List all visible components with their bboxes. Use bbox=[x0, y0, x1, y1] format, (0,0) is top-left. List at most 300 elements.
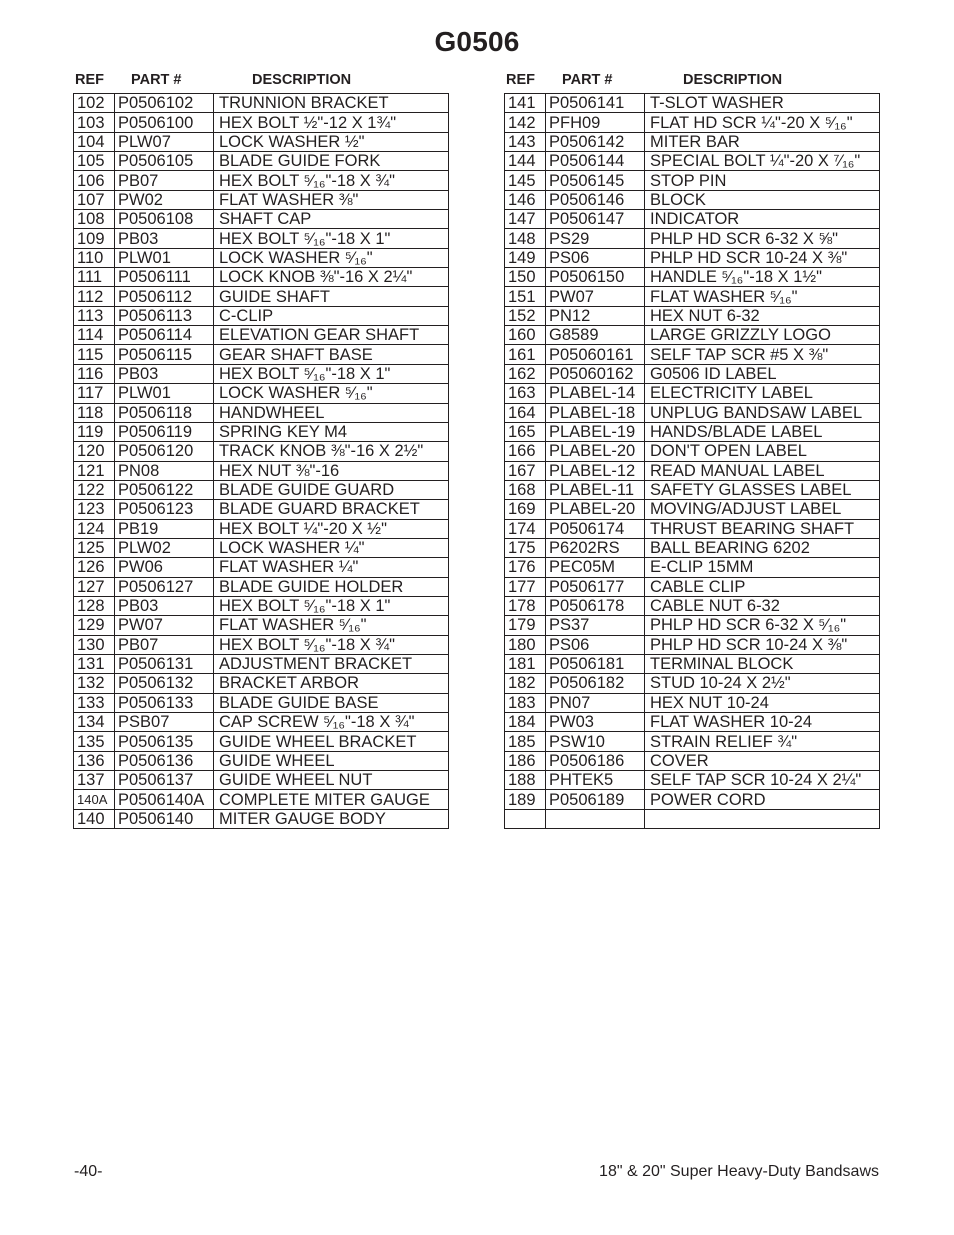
part-number-cell: P0506132 bbox=[115, 674, 214, 693]
description-cell: FLAT WASHER ⅜" bbox=[214, 190, 449, 209]
part-number-cell: P0506122 bbox=[115, 480, 214, 499]
table-row bbox=[74, 538, 449, 557]
part-number-cell: P05060162 bbox=[546, 364, 645, 383]
table-row bbox=[74, 751, 449, 770]
header-ref: REF bbox=[506, 72, 535, 88]
table-row bbox=[74, 674, 449, 693]
ref-cell: 112 bbox=[74, 287, 115, 306]
table-row bbox=[505, 422, 880, 441]
part-number-cell: P0506127 bbox=[115, 577, 214, 596]
part-number-cell: PB19 bbox=[115, 519, 214, 538]
table-row bbox=[505, 480, 880, 499]
part-number-cell: PLABEL-14 bbox=[546, 384, 645, 403]
ref-cell bbox=[505, 809, 546, 828]
description-cell: HANDS/BLADE LABEL bbox=[645, 422, 880, 441]
table-row bbox=[505, 190, 880, 209]
description-cell: LOCK KNOB ⅜"-16 X 2¼" bbox=[214, 268, 449, 287]
ref-cell: 122 bbox=[74, 480, 115, 499]
description-cell: MITER BAR bbox=[645, 132, 880, 151]
table-row bbox=[74, 287, 449, 306]
table-row bbox=[505, 384, 880, 403]
ref-cell: 151 bbox=[505, 287, 546, 306]
ref-cell: 164 bbox=[505, 403, 546, 422]
description-cell: BLADE GUIDE BASE bbox=[214, 693, 449, 712]
table-row bbox=[505, 113, 880, 132]
part-number-cell: PB03 bbox=[115, 229, 214, 248]
table-row bbox=[505, 364, 880, 383]
part-number-cell: PW07 bbox=[546, 287, 645, 306]
description-cell: FLAT WASHER ⁵⁄₁₆" bbox=[645, 287, 880, 306]
ref-cell: 168 bbox=[505, 480, 546, 499]
description-cell: DON'T OPEN LABEL bbox=[645, 442, 880, 461]
parts-list-right bbox=[504, 70, 880, 829]
part-number-cell: P0506108 bbox=[115, 210, 214, 229]
ref-cell: 103 bbox=[74, 113, 115, 132]
description-cell: ADJUSTMENT BRACKET bbox=[214, 654, 449, 673]
description-cell: FLAT HD SCR ¼"-20 X ⁵⁄₁₆" bbox=[645, 113, 880, 132]
description-cell: C-CLIP bbox=[214, 306, 449, 325]
table-row bbox=[74, 422, 449, 441]
part-number-cell: PN08 bbox=[115, 461, 214, 480]
description-cell: MITER GAUGE BODY bbox=[214, 809, 449, 828]
part-number-cell: PW06 bbox=[115, 558, 214, 577]
ref-cell: 132 bbox=[74, 674, 115, 693]
table-row bbox=[74, 248, 449, 267]
description-cell: T-SLOT WASHER bbox=[645, 94, 880, 113]
part-number-cell: P0506100 bbox=[115, 113, 214, 132]
table-row bbox=[74, 190, 449, 209]
description-cell: HEX BOLT ⁵⁄₁₆"-18 X 1" bbox=[214, 229, 449, 248]
part-number-cell: P0506112 bbox=[115, 287, 214, 306]
description-cell: BRACKET ARBOR bbox=[214, 674, 449, 693]
ref-cell: 116 bbox=[74, 364, 115, 383]
ref-cell: 165 bbox=[505, 422, 546, 441]
part-number-cell: PLABEL-12 bbox=[546, 461, 645, 480]
part-number-cell: P0506135 bbox=[115, 732, 214, 751]
table-row bbox=[505, 132, 880, 151]
table-row bbox=[505, 596, 880, 615]
table-row bbox=[74, 442, 449, 461]
table-row bbox=[74, 210, 449, 229]
table-row bbox=[505, 94, 880, 113]
table-row bbox=[505, 248, 880, 267]
description-cell: LARGE GRIZZLY LOGO bbox=[645, 326, 880, 345]
table-row bbox=[74, 94, 449, 113]
part-number-cell: P0506105 bbox=[115, 152, 214, 171]
ref-cell: 178 bbox=[505, 596, 546, 615]
part-number-cell: PS37 bbox=[546, 616, 645, 635]
table-row bbox=[505, 616, 880, 635]
description-cell: STRAIN RELIEF ¾" bbox=[645, 732, 880, 751]
description-cell: HEX BOLT ½"-12 X 1¾" bbox=[214, 113, 449, 132]
ref-cell: 144 bbox=[505, 152, 546, 171]
description-cell: FLAT WASHER ⁵⁄₁₆" bbox=[214, 616, 449, 635]
description-cell: SPRING KEY M4 bbox=[214, 422, 449, 441]
ref-cell: 105 bbox=[74, 152, 115, 171]
ref-cell: 113 bbox=[74, 306, 115, 325]
ref-cell: 130 bbox=[74, 635, 115, 654]
table-row bbox=[505, 268, 880, 287]
table-row bbox=[74, 616, 449, 635]
part-number-cell: P0506174 bbox=[546, 519, 645, 538]
ref-cell: 119 bbox=[74, 422, 115, 441]
table-row bbox=[505, 732, 880, 751]
part-number-cell: P0506102 bbox=[115, 94, 214, 113]
table-row bbox=[505, 461, 880, 480]
ref-cell: 121 bbox=[74, 461, 115, 480]
part-number-cell: P0506140 bbox=[115, 809, 214, 828]
description-cell: GUIDE WHEEL bbox=[214, 751, 449, 770]
description-cell: FLAT WASHER 10-24 bbox=[645, 713, 880, 732]
ref-cell: 186 bbox=[505, 751, 546, 770]
header-part: PART # bbox=[131, 72, 182, 88]
part-number-cell: P6202RS bbox=[546, 538, 645, 557]
ref-cell: 137 bbox=[74, 771, 115, 790]
header-part: PART # bbox=[562, 72, 613, 88]
ref-cell: 147 bbox=[505, 210, 546, 229]
description-cell: LOCK WASHER ⁵⁄₁₆" bbox=[214, 384, 449, 403]
description-cell: LOCK WASHER ¼" bbox=[214, 538, 449, 557]
table-row bbox=[74, 345, 449, 364]
part-number-cell: P0506114 bbox=[115, 326, 214, 345]
description-cell: SPECIAL BOLT ¼"-20 X ⁷⁄₁₆" bbox=[645, 152, 880, 171]
description-cell: BALL BEARING 6202 bbox=[645, 538, 880, 557]
table-row bbox=[505, 577, 880, 596]
description-cell: CABLE CLIP bbox=[645, 577, 880, 596]
ref-cell: 174 bbox=[505, 519, 546, 538]
table-row bbox=[74, 384, 449, 403]
table-row bbox=[505, 287, 880, 306]
description-cell: PHLP HD SCR 6-32 X ⁵⁄₁₆" bbox=[645, 616, 880, 635]
ref-cell: 166 bbox=[505, 442, 546, 461]
ref-cell: 148 bbox=[505, 229, 546, 248]
part-number-cell: G8589 bbox=[546, 326, 645, 345]
description-cell: HANDLE ⁵⁄₁₆"-18 X 1½" bbox=[645, 268, 880, 287]
ref-cell: 110 bbox=[74, 248, 115, 267]
table-row bbox=[505, 442, 880, 461]
description-cell: MOVING/ADJUST LABEL bbox=[645, 500, 880, 519]
table-row bbox=[505, 229, 880, 248]
table-row bbox=[74, 790, 449, 809]
table-row bbox=[74, 152, 449, 171]
ref-cell: 115 bbox=[74, 345, 115, 364]
description-cell: TRUNNION BRACKET bbox=[214, 94, 449, 113]
part-number-cell: P0506181 bbox=[546, 654, 645, 673]
table-row bbox=[74, 132, 449, 151]
part-number-cell: P0506133 bbox=[115, 693, 214, 712]
description-cell: CAP SCREW ⁵⁄₁₆"-18 X ¾" bbox=[214, 713, 449, 732]
part-number-cell: PEC05M bbox=[546, 558, 645, 577]
ref-cell: 150 bbox=[505, 268, 546, 287]
ref-cell: 180 bbox=[505, 635, 546, 654]
description-cell: LOCK WASHER ½" bbox=[214, 132, 449, 151]
table-row bbox=[505, 306, 880, 325]
description-cell: PHLP HD SCR 10-24 X ⅜" bbox=[645, 248, 880, 267]
table-row bbox=[74, 596, 449, 615]
table-row bbox=[505, 519, 880, 538]
part-number-cell: PS06 bbox=[546, 248, 645, 267]
table-row bbox=[74, 364, 449, 383]
header-ref: REF bbox=[75, 72, 104, 88]
part-number-cell: P0506144 bbox=[546, 152, 645, 171]
table-row bbox=[74, 403, 449, 422]
part-number-cell: PN07 bbox=[546, 693, 645, 712]
table-row bbox=[505, 171, 880, 190]
description-cell: HEX NUT ⅜"-16 bbox=[214, 461, 449, 480]
part-number-cell: PW02 bbox=[115, 190, 214, 209]
part-number-cell: P0506150 bbox=[546, 268, 645, 287]
ref-cell: 179 bbox=[505, 616, 546, 635]
table-row bbox=[505, 326, 880, 345]
description-cell: E-CLIP 15MM bbox=[645, 558, 880, 577]
description-cell: HEX BOLT ⁵⁄₁₆"-18 X 1" bbox=[214, 364, 449, 383]
table-row bbox=[505, 809, 880, 828]
part-number-cell: P0506145 bbox=[546, 171, 645, 190]
part-number-cell bbox=[546, 809, 645, 828]
table-row bbox=[505, 345, 880, 364]
page-number: -40- bbox=[74, 1163, 103, 1180]
description-cell: SAFETY GLASSES LABEL bbox=[645, 480, 880, 499]
ref-cell: 111 bbox=[74, 268, 115, 287]
description-cell: LOCK WASHER ⁵⁄₁₆" bbox=[214, 248, 449, 267]
description-cell: STUD 10-24 X 2½" bbox=[645, 674, 880, 693]
ref-cell: 102 bbox=[74, 94, 115, 113]
table-row bbox=[505, 500, 880, 519]
ref-cell: 175 bbox=[505, 538, 546, 557]
table-row bbox=[74, 577, 449, 596]
description-cell: BLADE GUIDE FORK bbox=[214, 152, 449, 171]
description-cell: GUIDE WHEEL NUT bbox=[214, 771, 449, 790]
description-cell: GUIDE WHEEL BRACKET bbox=[214, 732, 449, 751]
ref-cell: 163 bbox=[505, 384, 546, 403]
part-number-cell: PW03 bbox=[546, 713, 645, 732]
part-number-cell: P0506118 bbox=[115, 403, 214, 422]
description-cell: TRACK KNOB ⅜"-16 X 2½" bbox=[214, 442, 449, 461]
description-cell: ELECTRICITY LABEL bbox=[645, 384, 880, 403]
description-cell: TERMINAL BLOCK bbox=[645, 654, 880, 673]
part-number-cell: PLW02 bbox=[115, 538, 214, 557]
table-row bbox=[74, 326, 449, 345]
part-number-cell: P0506137 bbox=[115, 771, 214, 790]
ref-cell: 167 bbox=[505, 461, 546, 480]
ref-cell: 106 bbox=[74, 171, 115, 190]
ref-cell: 124 bbox=[74, 519, 115, 538]
part-number-cell: PLABEL-11 bbox=[546, 480, 645, 499]
parts-list-left bbox=[73, 70, 449, 829]
ref-cell: 169 bbox=[505, 500, 546, 519]
table-row bbox=[505, 210, 880, 229]
part-number-cell: PLABEL-20 bbox=[546, 500, 645, 519]
ref-cell: 123 bbox=[74, 500, 115, 519]
column-headers bbox=[73, 70, 449, 93]
description-cell: PHLP HD SCR 6-32 X ⅝" bbox=[645, 229, 880, 248]
column-headers bbox=[504, 70, 880, 93]
ref-cell: 162 bbox=[505, 364, 546, 383]
table-row bbox=[74, 268, 449, 287]
header-description: DESCRIPTION bbox=[252, 72, 352, 88]
part-number-cell: PB03 bbox=[115, 364, 214, 383]
table-row bbox=[74, 635, 449, 654]
ref-cell: 118 bbox=[74, 403, 115, 422]
part-number-cell: PS29 bbox=[546, 229, 645, 248]
part-number-cell: PLABEL-20 bbox=[546, 442, 645, 461]
table-row bbox=[505, 635, 880, 654]
ref-cell: 104 bbox=[74, 132, 115, 151]
ref-cell: 152 bbox=[505, 306, 546, 325]
table-row bbox=[74, 519, 449, 538]
part-number-cell: P0506131 bbox=[115, 654, 214, 673]
page-title: G0506 bbox=[434, 26, 520, 57]
ref-cell: 129 bbox=[74, 616, 115, 635]
ref-cell: 145 bbox=[505, 171, 546, 190]
table-row bbox=[505, 751, 880, 770]
parts-table-left bbox=[73, 93, 449, 829]
part-number-cell: PLABEL-18 bbox=[546, 403, 645, 422]
table-row bbox=[74, 229, 449, 248]
ref-cell: 114 bbox=[74, 326, 115, 345]
parts-table-right bbox=[504, 93, 880, 829]
ref-cell: 108 bbox=[74, 210, 115, 229]
description-cell: STOP PIN bbox=[645, 171, 880, 190]
part-number-cell: P0506119 bbox=[115, 422, 214, 441]
description-cell: GEAR SHAFT BASE bbox=[214, 345, 449, 364]
part-number-cell: P05060161 bbox=[546, 345, 645, 364]
part-number-cell: PLW01 bbox=[115, 384, 214, 403]
table-row bbox=[74, 306, 449, 325]
part-number-cell: PFH09 bbox=[546, 113, 645, 132]
description-cell: UNPLUG BANDSAW LABEL bbox=[645, 403, 880, 422]
part-number-cell: P0506177 bbox=[546, 577, 645, 596]
part-number-cell: PSB07 bbox=[115, 713, 214, 732]
table-row bbox=[505, 152, 880, 171]
part-number-cell: PN12 bbox=[546, 306, 645, 325]
ref-cell: 135 bbox=[74, 732, 115, 751]
part-number-cell: P0506142 bbox=[546, 132, 645, 151]
part-number-cell: P0506147 bbox=[546, 210, 645, 229]
description-cell: HEX BOLT ⁵⁄₁₆"-18 X ¾" bbox=[214, 171, 449, 190]
description-cell: HEX NUT 10-24 bbox=[645, 693, 880, 712]
description-cell: GUIDE SHAFT bbox=[214, 287, 449, 306]
header-description: DESCRIPTION bbox=[683, 72, 783, 88]
table-row bbox=[74, 461, 449, 480]
ref-cell: 131 bbox=[74, 654, 115, 673]
ref-cell: 142 bbox=[505, 113, 546, 132]
description-cell: HEX NUT 6-32 bbox=[645, 306, 880, 325]
part-number-cell: P0506186 bbox=[546, 751, 645, 770]
part-number-cell: P0506115 bbox=[115, 345, 214, 364]
ref-cell: 140A bbox=[74, 790, 115, 809]
ref-cell: 127 bbox=[74, 577, 115, 596]
ref-cell: 125 bbox=[74, 538, 115, 557]
table-row bbox=[74, 113, 449, 132]
description-cell: ELEVATION GEAR SHAFT bbox=[214, 326, 449, 345]
ref-cell: 189 bbox=[505, 790, 546, 809]
part-number-cell: P0506111 bbox=[115, 268, 214, 287]
ref-cell: 185 bbox=[505, 732, 546, 751]
table-row bbox=[505, 790, 880, 809]
description-cell: CABLE NUT 6-32 bbox=[645, 596, 880, 615]
table-row bbox=[74, 558, 449, 577]
table-row bbox=[74, 480, 449, 499]
description-cell: G0506 ID LABEL bbox=[645, 364, 880, 383]
ref-cell: 177 bbox=[505, 577, 546, 596]
ref-cell: 161 bbox=[505, 345, 546, 364]
description-cell: HEX BOLT ⁵⁄₁₆"-18 X 1" bbox=[214, 596, 449, 615]
part-number-cell: P0506136 bbox=[115, 751, 214, 770]
description-cell: THRUST BEARING SHAFT bbox=[645, 519, 880, 538]
ref-cell: 143 bbox=[505, 132, 546, 151]
description-cell: SELF TAP SCR 10-24 X 2¼" bbox=[645, 771, 880, 790]
ref-cell: 109 bbox=[74, 229, 115, 248]
part-number-cell: P0506123 bbox=[115, 500, 214, 519]
description-cell: PHLP HD SCR 10-24 X ⅜" bbox=[645, 635, 880, 654]
table-row bbox=[505, 538, 880, 557]
ref-cell: 136 bbox=[74, 751, 115, 770]
ref-cell: 134 bbox=[74, 713, 115, 732]
ref-cell: 117 bbox=[74, 384, 115, 403]
part-number-cell: PLW07 bbox=[115, 132, 214, 151]
part-number-cell: PB03 bbox=[115, 596, 214, 615]
table-row bbox=[505, 674, 880, 693]
ref-cell: 107 bbox=[74, 190, 115, 209]
ref-cell: 133 bbox=[74, 693, 115, 712]
description-cell: POWER CORD bbox=[645, 790, 880, 809]
part-number-cell: P0506189 bbox=[546, 790, 645, 809]
description-cell: SELF TAP SCR #5 X ⅜" bbox=[645, 345, 880, 364]
part-number-cell: P0506140A bbox=[115, 790, 214, 809]
table-row bbox=[74, 171, 449, 190]
part-number-cell: PLABEL-19 bbox=[546, 422, 645, 441]
manual-title: 18" & 20" Super Heavy-Duty Bandsaws bbox=[599, 1163, 879, 1180]
table-row bbox=[505, 654, 880, 673]
table-row bbox=[74, 500, 449, 519]
description-cell: BLOCK bbox=[645, 190, 880, 209]
ref-cell: 176 bbox=[505, 558, 546, 577]
description-cell bbox=[645, 809, 880, 828]
table-row bbox=[505, 403, 880, 422]
description-cell: READ MANUAL LABEL bbox=[645, 461, 880, 480]
table-row bbox=[505, 713, 880, 732]
description-cell: BLADE GUIDE GUARD bbox=[214, 480, 449, 499]
ref-cell: 146 bbox=[505, 190, 546, 209]
description-cell: HEX BOLT ⁵⁄₁₆"-18 X ¾" bbox=[214, 635, 449, 654]
ref-cell: 183 bbox=[505, 693, 546, 712]
part-number-cell: P0506141 bbox=[546, 94, 645, 113]
ref-cell: 184 bbox=[505, 713, 546, 732]
part-number-cell: PW07 bbox=[115, 616, 214, 635]
description-cell: FLAT WASHER ¼" bbox=[214, 558, 449, 577]
part-number-cell: PSW10 bbox=[546, 732, 645, 751]
part-number-cell: PS06 bbox=[546, 635, 645, 654]
part-number-cell: PLW01 bbox=[115, 248, 214, 267]
description-cell: HEX BOLT ¼"-20 X ½" bbox=[214, 519, 449, 538]
part-number-cell: P0506178 bbox=[546, 596, 645, 615]
part-number-cell: P0506120 bbox=[115, 442, 214, 461]
description-cell: COVER bbox=[645, 751, 880, 770]
part-number-cell: PB07 bbox=[115, 171, 214, 190]
description-cell: INDICATOR bbox=[645, 210, 880, 229]
ref-cell: 140 bbox=[74, 809, 115, 828]
ref-cell: 182 bbox=[505, 674, 546, 693]
description-cell: COMPLETE MITER GAUGE bbox=[214, 790, 449, 809]
ref-cell: 181 bbox=[505, 654, 546, 673]
ref-cell: 149 bbox=[505, 248, 546, 267]
part-number-cell: P0506146 bbox=[546, 190, 645, 209]
table-row bbox=[505, 558, 880, 577]
part-number-cell: PHTEK5 bbox=[546, 771, 645, 790]
ref-cell: 126 bbox=[74, 558, 115, 577]
description-cell: HANDWHEEL bbox=[214, 403, 449, 422]
